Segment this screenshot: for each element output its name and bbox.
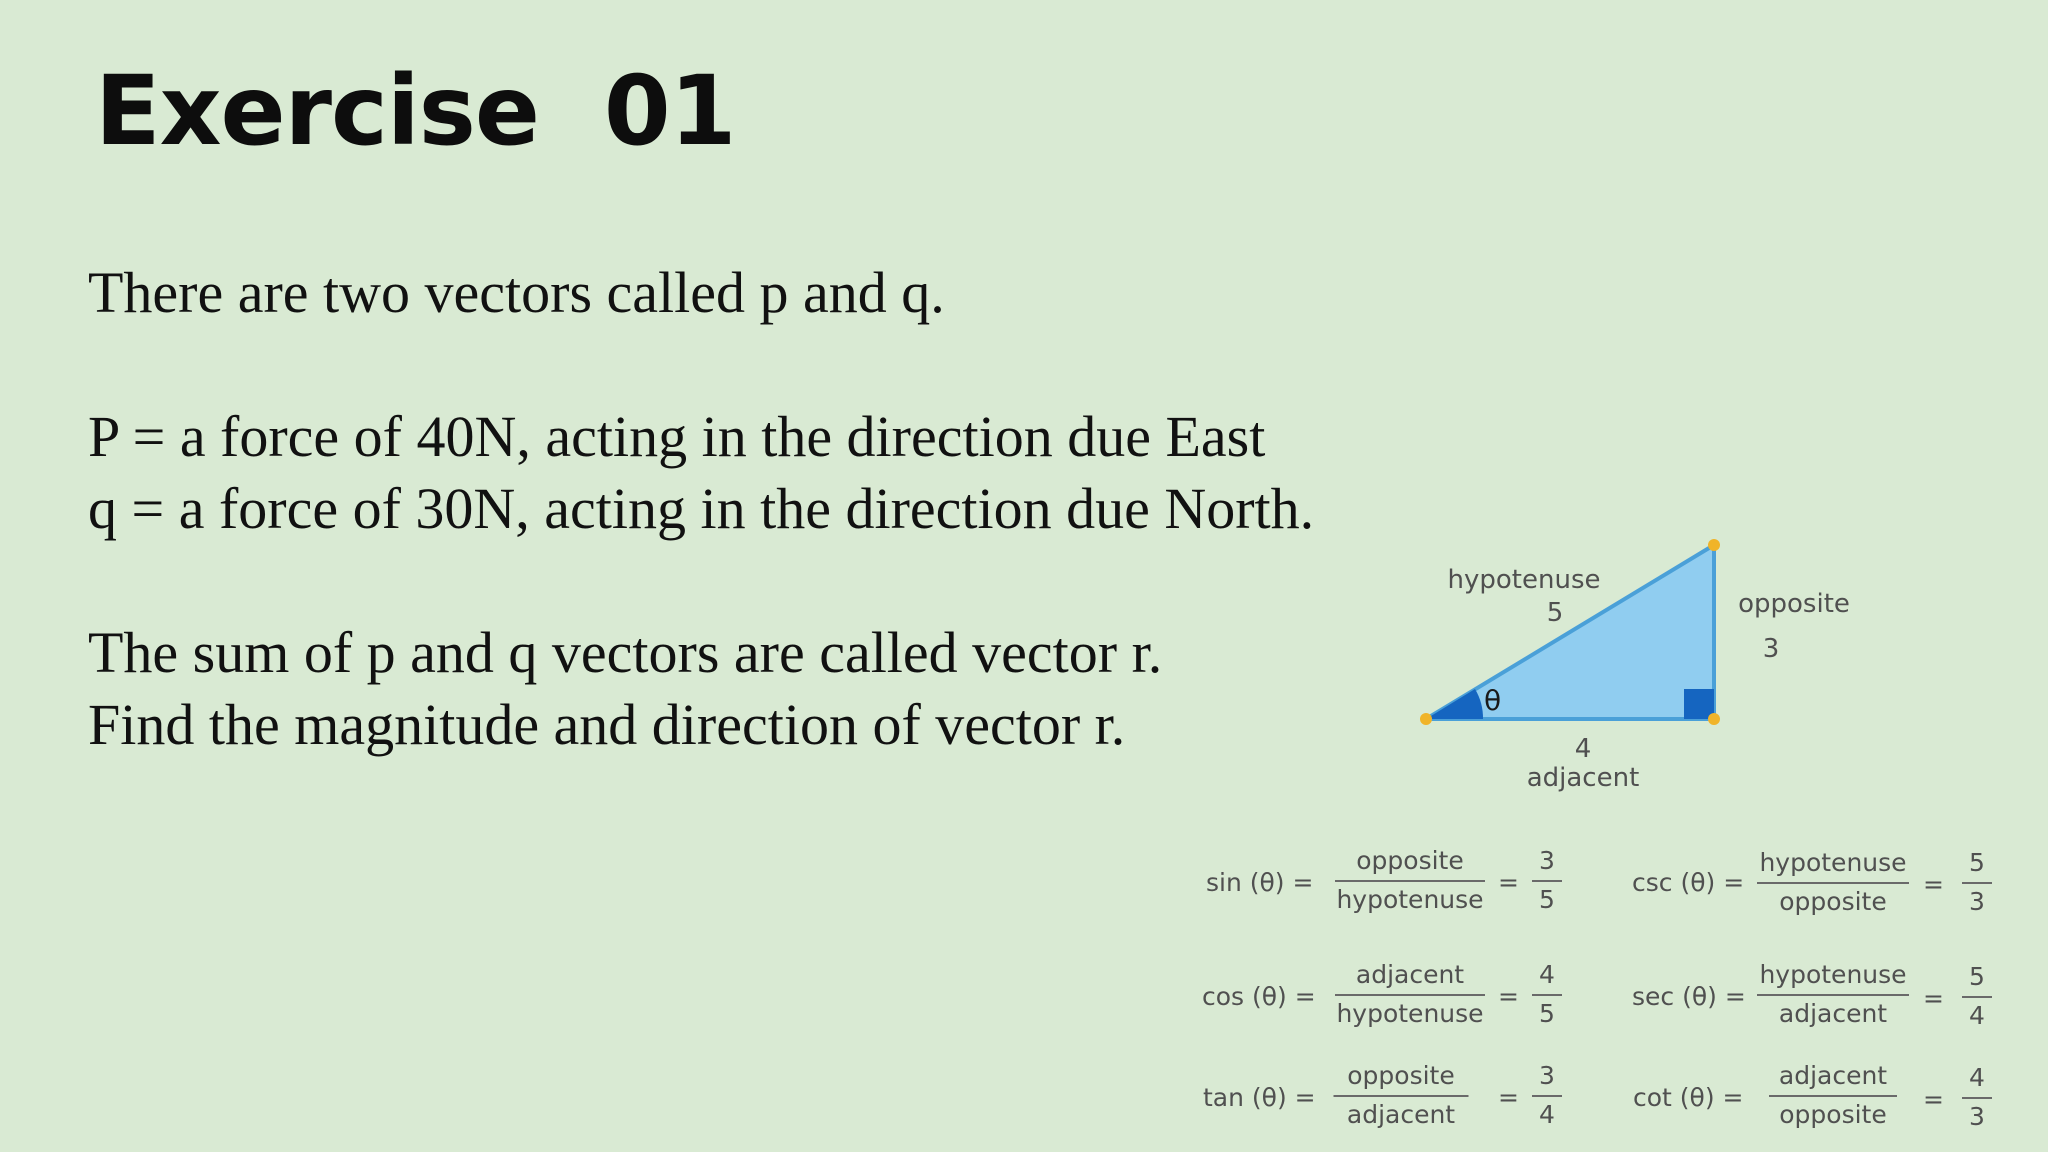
slide-title: Exercise 01: [95, 55, 736, 167]
vertex-dot-top: [1708, 539, 1720, 551]
fraction-bar: [1769, 1095, 1897, 1097]
problem-line-sum: The sum of p and q vectors are called vector r.: [88, 620, 1163, 685]
problem-line-p: P = a force of 40N, acting in the direction due East: [88, 404, 1266, 469]
formula-cos-numerator: adjacent: [1355, 960, 1465, 989]
fraction-bar: [1532, 880, 1562, 882]
formula-sec-numerator: hypotenuse: [1759, 960, 1907, 989]
fraction-bar: [1532, 1095, 1562, 1097]
formula-cos-equals: =: [1498, 982, 1519, 1011]
fraction-bar: [1334, 1095, 1469, 1097]
vertex-dot-right: [1708, 713, 1720, 725]
problem-line-question: Find the magnitude and direction of vector r.: [88, 692, 1126, 757]
formula-cos-value-denominator: 5: [1539, 999, 1555, 1028]
formula-cot-value-denominator: 3: [1969, 1102, 1985, 1131]
fraction-bar: [1757, 994, 1909, 996]
fraction-bar: [1962, 882, 1992, 884]
formula-cos-ratio: [1335, 960, 1485, 1029]
formula-sec-ratio: [1757, 960, 1909, 1029]
formula-sec-value-numerator: 5: [1969, 962, 1985, 991]
fraction-bar: [1335, 880, 1485, 882]
opposite-value: 3: [1762, 634, 1780, 664]
formula-tan-equals: =: [1498, 1083, 1519, 1112]
adjacent-value: 4: [1574, 734, 1592, 764]
formula-sec-denominator: adjacent: [1778, 999, 1888, 1028]
formula-tan-ratio: [1334, 1061, 1469, 1130]
formula-cos-denominator: hypotenuse: [1336, 999, 1484, 1028]
formula-csc-ratio: [1757, 848, 1909, 917]
formula-csc-denominator: opposite: [1779, 887, 1887, 916]
formula-cos-value: [1532, 960, 1562, 1029]
vertex-dot-left: [1420, 713, 1432, 725]
formula-tan-value-denominator: 4: [1539, 1100, 1555, 1129]
formula-sec-name: sec (θ) =: [1632, 982, 1746, 1011]
angle-theta-wedge: [1426, 689, 1483, 719]
formula-cot-numerator: adjacent: [1778, 1061, 1888, 1090]
formula-cot-value-numerator: 4: [1969, 1063, 1985, 1092]
formula-csc-numerator: hypotenuse: [1759, 848, 1907, 877]
formula-csc-value: [1962, 848, 1992, 917]
formula-cot-value: [1962, 1063, 1992, 1132]
formula-csc-equals: =: [1923, 870, 1944, 899]
hypotenuse-label: hypotenuse: [1447, 565, 1601, 595]
fraction-bar: [1335, 994, 1485, 996]
problem-line-q: q = a force of 30N, acting in the direction due North.: [88, 476, 1315, 541]
fraction-bar: [1757, 882, 1909, 884]
formula-sec-equals: =: [1923, 984, 1944, 1013]
adjacent-label: adjacent: [1526, 763, 1640, 793]
formula-sec-value: [1962, 962, 1992, 1031]
formula-sin-denominator: hypotenuse: [1336, 885, 1484, 914]
hypotenuse-value: 5: [1546, 598, 1564, 628]
theta-symbol: θ: [1484, 684, 1502, 717]
formula-tan-numerator: opposite: [1347, 1061, 1455, 1090]
right-angle-marker: [1684, 689, 1714, 719]
formula-sin-name: sin (θ) =: [1206, 868, 1314, 897]
formula-tan-value: [1532, 1061, 1562, 1130]
formula-cot-name: cot (θ) =: [1633, 1083, 1744, 1112]
formula-cot-ratio: [1769, 1061, 1897, 1130]
formula-cos-value-numerator: 4: [1539, 960, 1555, 989]
formula-sec-value-denominator: 4: [1969, 1001, 1985, 1030]
formula-sin-numerator: opposite: [1356, 846, 1464, 875]
formula-cos-name: cos (θ) =: [1202, 982, 1316, 1011]
formula-sin-ratio: [1335, 846, 1485, 915]
problem-line-vectors: There are two vectors called p and q.: [88, 260, 945, 325]
formula-csc-name: csc (θ) =: [1632, 868, 1745, 897]
formula-tan-denominator: adjacent: [1346, 1100, 1456, 1129]
fraction-bar: [1532, 994, 1562, 996]
formula-tan-name: tan (θ) =: [1203, 1083, 1316, 1112]
formula-cot-equals: =: [1923, 1085, 1944, 1114]
formula-tan-value-numerator: 3: [1539, 1061, 1555, 1090]
formula-sin-value-denominator: 5: [1539, 885, 1555, 914]
fraction-bar: [1962, 1097, 1992, 1099]
opposite-label: opposite: [1738, 589, 1850, 619]
formula-sin-value: [1532, 846, 1562, 915]
formula-sin-equals: =: [1498, 868, 1519, 897]
formula-csc-value-denominator: 3: [1969, 887, 1985, 916]
fraction-bar: [1962, 996, 1992, 998]
formula-sin-value-numerator: 3: [1539, 846, 1555, 875]
formula-cot-denominator: opposite: [1779, 1100, 1887, 1129]
formula-csc-value-numerator: 5: [1969, 848, 1985, 877]
